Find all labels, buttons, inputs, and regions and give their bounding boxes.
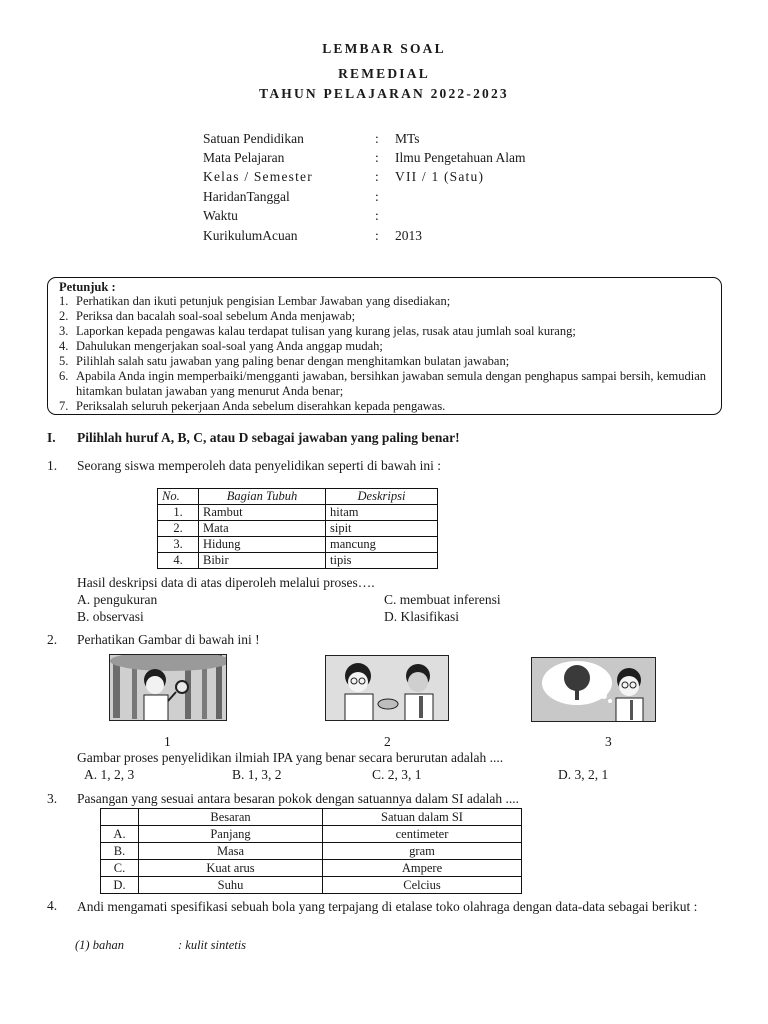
info-value: Ilmu Pengetahuan Alam <box>395 150 526 165</box>
table-row <box>158 537 438 553</box>
instruction-text: Laporkan kepada pengawas kalau terdapat tulisan yang kurang jelas, rusak atau jumlah soal kurang; <box>76 324 576 338</box>
instructions-heading: Petunjuk : <box>59 280 116 294</box>
section-title: Pilihlah huruf A, B, C, atau D sebagai jawaban yang paling benar! <box>77 430 460 445</box>
option-a[interactable]: A. 1, 2, 3 <box>84 767 135 782</box>
info-value: VII / 1 (Satu) <box>395 169 485 184</box>
table-cell: Hidung <box>199 537 326 553</box>
spec-value: : kulit sintetis <box>178 938 247 952</box>
instruction-text: Apabila Anda ingin memperbaiki/mengganti jawaban, bersihkan jawaban semula dengan penghapus sampai bersih, kemudian hitamkan bulatan jawaban yang menurut Anda benar; <box>76 369 706 399</box>
table-cell: Celcius <box>323 877 522 894</box>
info-colon: : <box>375 189 379 204</box>
illustration-caption: 2 <box>384 734 391 749</box>
table-cell: 1. <box>158 505 199 521</box>
info-label: Waktu <box>203 208 238 223</box>
table-cell: 4. <box>158 553 199 569</box>
instruction-text: Dahulukan mengerjakan soal-soal yang Anda anggap mudah; <box>76 339 383 353</box>
table-cell: Mata <box>199 521 326 537</box>
table-cell: Suhu <box>139 877 323 894</box>
table-cell[interactable]: B. <box>101 843 139 860</box>
info-colon: : <box>375 150 379 165</box>
instruction-number: 1. <box>59 294 69 308</box>
instruction-text: Pilihlah salah satu jawaban yang paling benar dengan menghitamkan bulatan jawaban; <box>76 354 510 368</box>
option-c[interactable]: C. membuat inferensi <box>384 592 501 607</box>
table-cell: 3. <box>158 537 199 553</box>
instruction-text: Perhatikan dan ikuti petunjuk pengisian Lembar Jawaban yang disediakan; <box>76 294 451 308</box>
info-value: MTs <box>395 131 420 146</box>
table-cell: Ampere <box>323 860 522 877</box>
handshake-students-illustration <box>326 656 449 721</box>
question-number: 3. <box>47 791 58 806</box>
spec-label: (1) bahan <box>75 938 124 952</box>
table-header <box>101 809 139 826</box>
table-row <box>101 843 522 860</box>
observation-table <box>157 488 438 569</box>
section-number: I. <box>47 430 56 445</box>
table-cell[interactable]: D. <box>101 877 139 894</box>
doc-subtitle: REMEDIAL <box>338 66 430 81</box>
table-cell: Rambut <box>199 505 326 521</box>
table-cell: 2. <box>158 521 199 537</box>
table-row <box>101 877 522 894</box>
academic-year: TAHUN PELAJARAN 2022-2023 <box>259 86 509 101</box>
option-a[interactable]: A. pengukuran <box>77 592 158 607</box>
instruction-number: 3. <box>59 324 69 338</box>
info-label: KurikulumAcuan <box>203 228 298 243</box>
question-text: Pasangan yang sesuai antara besaran pokok dengan satuannya dalam SI adalah .... <box>77 791 519 806</box>
option-c[interactable]: C. 2, 3, 1 <box>372 767 422 782</box>
table-cell: centimeter <box>323 826 522 843</box>
table-cell: Kuat arus <box>139 860 323 877</box>
info-label: Mata Pelajaran <box>203 150 285 165</box>
illustration-caption: 3 <box>605 734 612 749</box>
table-row <box>101 860 522 877</box>
table-cell: Panjang <box>139 826 323 843</box>
table-row <box>158 505 438 521</box>
info-value: 2013 <box>395 228 422 243</box>
info-label: Kelas / Semester <box>203 169 313 184</box>
table-header-row <box>101 809 522 826</box>
si-units-table <box>100 808 522 894</box>
table-cell: mancung <box>326 537 438 553</box>
question-number: 1. <box>47 458 58 473</box>
table-row <box>158 553 438 569</box>
info-label: HaridanTanggal <box>203 189 290 204</box>
table-cell: Bibir <box>199 553 326 569</box>
table-cell: gram <box>323 843 522 860</box>
doc-title: LEMBAR SOAL <box>322 41 446 56</box>
illustration-caption: 1 <box>164 734 171 749</box>
info-colon: : <box>375 169 379 184</box>
option-b[interactable]: B. 1, 3, 2 <box>232 767 282 782</box>
option-b[interactable]: B. observasi <box>77 609 144 624</box>
question-prompt: Hasil deskripsi data di atas diperoleh melalui proses…. <box>77 575 375 590</box>
instruction-number: 5. <box>59 354 69 368</box>
instruction-number: 2. <box>59 309 69 323</box>
question-prompt: Gambar proses penyelidikan ilmiah IPA yang benar secara berurutan adalah .... <box>77 750 504 765</box>
question-number: 2. <box>47 632 58 647</box>
illustration-3 <box>531 657 656 722</box>
magnifier-student-illustration <box>110 655 227 721</box>
table-header: Bagian Tubuh <box>199 489 326 505</box>
instruction-number: 4. <box>59 339 69 353</box>
instruction-number: 7. <box>59 399 69 413</box>
table-header: Deskripsi <box>326 489 438 505</box>
instruction-text: Periksa dan bacalah soal-soal sebelum Anda menjawab; <box>76 309 356 323</box>
thinking-student-illustration <box>532 658 656 722</box>
table-header: Satuan dalam SI <box>323 809 522 826</box>
table-row <box>158 521 438 537</box>
info-colon: : <box>375 228 379 243</box>
table-cell: hitam <box>326 505 438 521</box>
info-colon: : <box>375 208 379 223</box>
table-cell[interactable]: A. <box>101 826 139 843</box>
question-text: Seorang siswa memperoleh data penyelidikan seperti di bawah ini : <box>77 458 442 473</box>
illustration-2 <box>325 655 449 721</box>
illustration-1 <box>109 654 227 721</box>
table-row <box>101 826 522 843</box>
question-number: 4. <box>47 898 58 913</box>
question-text: Andi mengamati spesifikasi sebuah bola yang terpajang di etalase toko olahraga dengan data-data sebagai berikut : <box>77 899 698 914</box>
option-d[interactable]: D. Klasifikasi <box>384 609 459 624</box>
table-cell: tipis <box>326 553 438 569</box>
question-text: Perhatikan Gambar di bawah ini ! <box>77 632 260 647</box>
option-d[interactable]: D. 3, 2, 1 <box>558 767 609 782</box>
table-cell[interactable]: C. <box>101 860 139 877</box>
table-header: No. <box>158 489 199 505</box>
info-label: Satuan Pendidikan <box>203 131 304 146</box>
table-cell: Masa <box>139 843 323 860</box>
info-colon: : <box>375 131 379 146</box>
instruction-text: Periksalah seluruh pekerjaan Anda sebelum diserahkan kepada pengawas. <box>76 399 446 413</box>
table-cell: sipit <box>326 521 438 537</box>
instruction-number: 6. <box>59 369 69 383</box>
table-header: Besaran <box>139 809 323 826</box>
table-header-row <box>158 489 438 505</box>
